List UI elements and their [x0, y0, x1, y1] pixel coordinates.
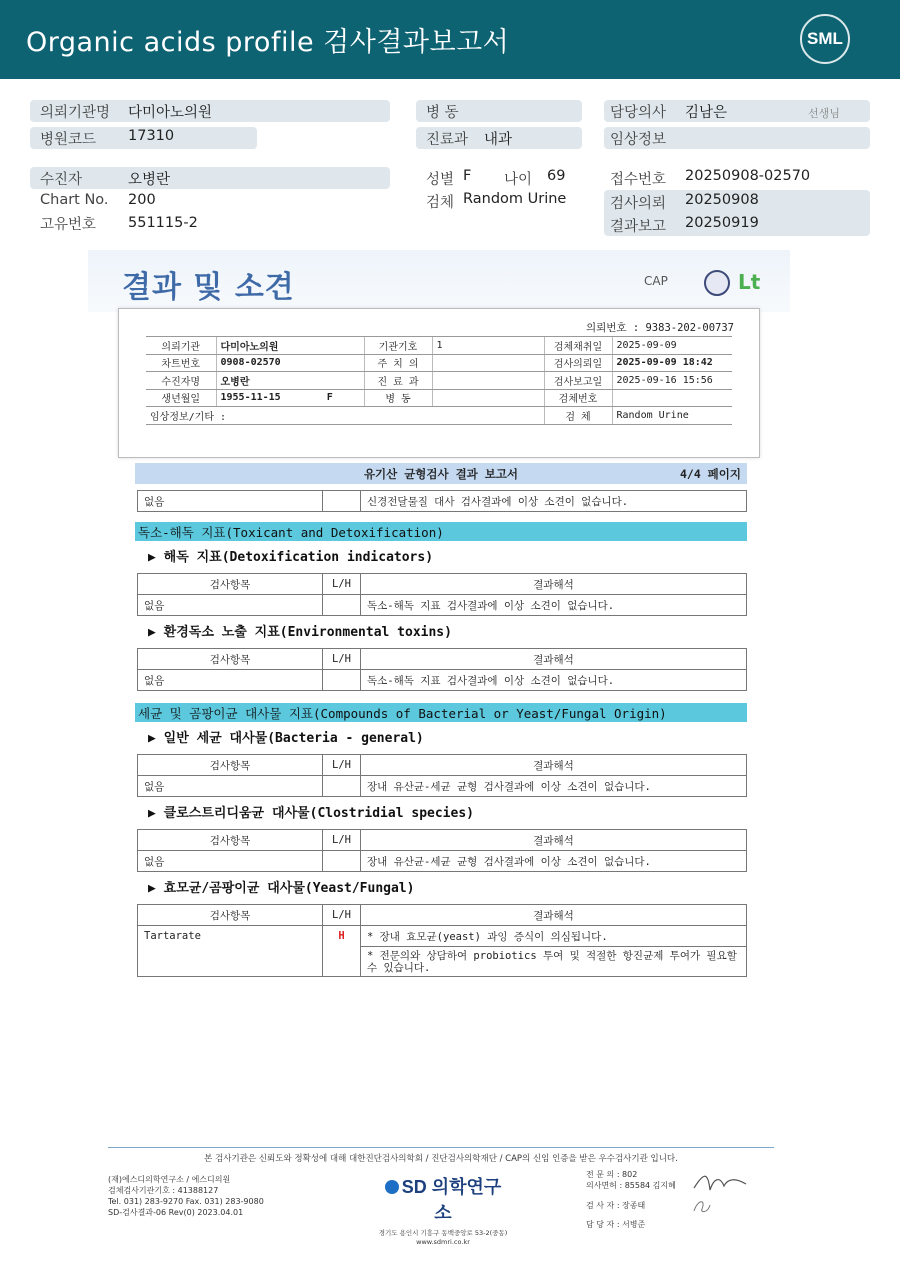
page-indicator: 4/4 페이지 [679, 467, 741, 481]
hdr-val: 오병란 [216, 372, 364, 390]
hdr-key: 검 체 [544, 407, 612, 425]
doctor-suffix: 선생님 [808, 107, 840, 120]
report-header [0, 0, 900, 79]
logo-text: SML [807, 29, 843, 48]
tester: 검 사 자 : 장종태 [586, 1201, 646, 1210]
org-label: 의뢰기관명 [40, 105, 111, 121]
hdr-row [146, 354, 732, 372]
lh-cell [323, 851, 361, 872]
sd-logo [378, 1173, 508, 1225]
hdr-val: Random Urine [612, 407, 732, 425]
col-lh: L/H [323, 574, 361, 595]
col-interp: 결과해석 [361, 830, 747, 851]
interp-cell: 장내 유산균-세균 균형 검사결과에 이상 소견이 없습니다. [361, 851, 747, 872]
lh-cell [323, 595, 361, 616]
hdr-val: 2025-09-09 18:42 [612, 354, 732, 372]
lh-cell [323, 491, 361, 512]
certification-note: 본 검사기관은 신뢰도와 정확성에 대해 대한진단검사의학회 / 진단검사의학재단 / CAP의 신임 인증을 받은 우수검사기관 입니다. [204, 1154, 678, 1164]
cap-logo: CAP [644, 274, 668, 288]
request-label: 검사의뢰 [610, 196, 667, 212]
col-interp: 결과해석 [361, 755, 747, 776]
manager: 담 당 자 : 서병준 [586, 1220, 646, 1229]
footer-signatories [586, 1169, 676, 1230]
hdr-val [432, 372, 544, 390]
item-cell: 없음 [138, 595, 323, 616]
table-row [138, 595, 747, 616]
sd-logo-icon [385, 1180, 399, 1194]
doctor-label: 담당의사 [610, 105, 667, 121]
brand-text: SD 의학연구소 [401, 1177, 502, 1223]
sub-yeast: ▶ 효모균/곰팡이균 대사물(Yeast/Fungal) [148, 881, 415, 896]
chart-label: Chart No. [40, 192, 109, 208]
hospital-code-label: 병원코드 [40, 132, 97, 148]
hdr-key: 검체번호 [544, 389, 612, 407]
col-lh: L/H [323, 830, 361, 851]
sml-logo [800, 14, 850, 64]
hospital-code-value: 17310 [128, 128, 175, 144]
lab-name: (재)에스디의학연구소 / 에스디의원 [108, 1175, 231, 1184]
id-value: 551115-2 [128, 215, 198, 231]
table-header-row [138, 649, 747, 670]
hdr-row [146, 389, 732, 407]
clinical-label: 임상정보 [610, 132, 667, 148]
item-cell: 없음 [138, 491, 323, 512]
hdr-val: 2025-09-16 15:56 [612, 372, 732, 390]
hdr-key: 검사보고일 [544, 372, 612, 390]
item-cell: 없음 [138, 851, 323, 872]
col-interp: 결과해석 [361, 905, 747, 926]
sex-value: F [463, 168, 472, 184]
lab-code: 검체검사기관기호 : 41388127 [108, 1186, 219, 1195]
specialist: 전 문 의 : 802 [586, 1170, 638, 1179]
col-item: 검사항목 [138, 649, 323, 670]
interp-cell: * 전문의와 상담하여 probiotics 투여 및 적절한 항진균제 투여가 필요할 수 있습니다. [361, 947, 747, 977]
sex-code: F [326, 392, 333, 404]
hdr-val: 2025-09-09 [612, 337, 732, 355]
interp-cell: * 장내 효모균(yeast) 과잉 증식이 의심됩니다. [361, 926, 747, 947]
sex-label: 성별 [426, 172, 455, 188]
lh-cell [323, 776, 361, 797]
clostridial-table [137, 829, 747, 872]
category-bacterial: 세균 및 곰팡이균 대사물 지표(Compounds of Bacterial or Yeast/Fungal Origin) [135, 703, 747, 722]
category-toxicant: 독소-해독 지표(Toxicant and Detoxification) [135, 522, 747, 541]
id-label: 고유번호 [40, 217, 97, 233]
high-flag: H [323, 926, 361, 977]
sub-clostridial: ▶ 클로스트리디움균 대사물(Clostridial species) [148, 806, 474, 821]
footer-lab-info [108, 1174, 264, 1218]
sub-environmental: ▶ 환경독소 노출 지표(Environmental toxins) [148, 625, 452, 640]
hdr-val: 다미아노의원 [216, 337, 364, 355]
col-interp: 결과해석 [361, 574, 747, 595]
yeast-table [137, 904, 747, 977]
bacteria-table [137, 754, 747, 797]
col-item: 검사항목 [138, 905, 323, 926]
dept-label: 진료과 [426, 132, 469, 148]
hdr-row [146, 337, 732, 355]
table-row [138, 926, 747, 947]
hdr-key: 검사의뢰일 [544, 354, 612, 372]
age-value: 69 [547, 168, 566, 184]
table-header-row [138, 755, 747, 776]
hdr-row [146, 407, 732, 425]
signature-icon [690, 1195, 714, 1217]
sub-bacteria: ▶ 일반 세균 대사물(Bacteria - general) [148, 731, 424, 746]
interp-cell: 독소-해독 지표 검사결과에 이상 소견이 없습니다. [361, 595, 747, 616]
hdr-val [432, 354, 544, 372]
hdr-val: 0908-02570 [216, 354, 364, 372]
lt-logo: Lt [738, 270, 761, 294]
hdr-key: 기관기호 [364, 337, 432, 355]
request-number: 의뢰번호 : 9383-202-00737 [585, 322, 734, 334]
table-row [138, 776, 747, 797]
cert-logos [644, 270, 764, 300]
age-label: 나이 [504, 172, 533, 188]
brand-website: www.sdmri.co.kr [416, 1238, 470, 1246]
dept-value: 내과 [484, 132, 513, 148]
org-value: 다미아노의원 [128, 105, 213, 121]
birth-date: 1955-11-15 [220, 392, 281, 404]
receipt-label: 접수번호 [610, 172, 667, 188]
hdr-key: 병 동 [364, 389, 432, 407]
brand-address: 경기도 용인시 기흥구 동백중앙로 53-2(중동) [378, 1229, 508, 1237]
receipt-value: 20250908-02570 [685, 168, 811, 184]
report-date-value: 20250919 [685, 215, 759, 231]
interp-cell: 장내 유산균-세균 균형 검사결과에 이상 소견이 없습니다. [361, 776, 747, 797]
specimen-label: 검체 [426, 195, 455, 211]
specimen-value: Random Urine [463, 191, 567, 207]
table-row [138, 670, 747, 691]
page-title: Organic acids profile 검사결과보고서 [26, 27, 510, 58]
col-lh: L/H [323, 649, 361, 670]
table-header-row [138, 574, 747, 595]
hdr-val: 1 [432, 337, 544, 355]
section-title-text: 유기산 균형검사 결과 보고서 [363, 467, 519, 481]
col-interp: 결과해석 [361, 649, 747, 670]
seal-icon [704, 270, 730, 296]
detox-table [137, 573, 747, 616]
hdr-key: 수진자명 [146, 372, 216, 390]
item-cell: 없음 [138, 670, 323, 691]
table-header-row [138, 830, 747, 851]
interp-cell: 신경전달물질 대사 검사결과에 이상 소견이 없습니다. [361, 491, 747, 512]
embedded-report [88, 250, 790, 1140]
col-lh: L/H [323, 905, 361, 926]
name-pill [30, 167, 390, 189]
report-header-table [146, 336, 732, 425]
table-row [138, 851, 747, 872]
item-cell: 없음 [138, 776, 323, 797]
lh-cell [323, 670, 361, 691]
interp-cell: 독소-해독 지표 검사결과에 이상 소견이 없습니다. [361, 670, 747, 691]
report-date-label: 결과보고 [610, 219, 667, 235]
name-label: 수진자 [40, 172, 83, 188]
ward-label: 병 동 [426, 105, 459, 121]
item-cell: Tartarate [138, 926, 323, 977]
hdr-key: 주 치 의 [364, 354, 432, 372]
lab-contact: Tel. 031) 283-9270 Fax. 031) 283-9080 [108, 1197, 264, 1206]
table-header-row [138, 905, 747, 926]
hdr-key: 생년월일 [146, 389, 216, 407]
report-title: 결과 및 소견 [122, 270, 295, 305]
hdr-row [146, 372, 732, 390]
hdr-key: 검체채취일 [544, 337, 612, 355]
table-row [138, 491, 747, 512]
doctor-value: 김남은 [685, 105, 728, 121]
top-result-table [137, 490, 747, 512]
footer-divider [108, 1147, 774, 1148]
form-revision: SD-검사결과-06 Rev(0) 2023.04.01 [108, 1208, 244, 1217]
col-item: 검사항목 [138, 574, 323, 595]
col-lh: L/H [323, 755, 361, 776]
hdr-key: 의뢰기관 [146, 337, 216, 355]
name-value: 오병란 [128, 172, 171, 188]
col-item: 검사항목 [138, 830, 323, 851]
hdr-val [216, 389, 364, 407]
license: 의사면허 : 85584 김지혜 [586, 1181, 676, 1190]
clinical-info: 임상정보/기타 : [146, 407, 544, 425]
section-title [135, 463, 747, 484]
sub-detox: ▶ 해독 지표(Detoxification indicators) [148, 550, 434, 565]
footer-brand [378, 1173, 508, 1246]
hdr-val [432, 389, 544, 407]
hdr-val [612, 389, 732, 407]
hdr-key: 진 료 과 [364, 372, 432, 390]
signature-icon [690, 1168, 750, 1196]
environmental-table [137, 648, 747, 691]
col-item: 검사항목 [138, 755, 323, 776]
hdr-key: 차트번호 [146, 354, 216, 372]
request-value: 20250908 [685, 192, 759, 208]
chart-value: 200 [128, 192, 156, 208]
